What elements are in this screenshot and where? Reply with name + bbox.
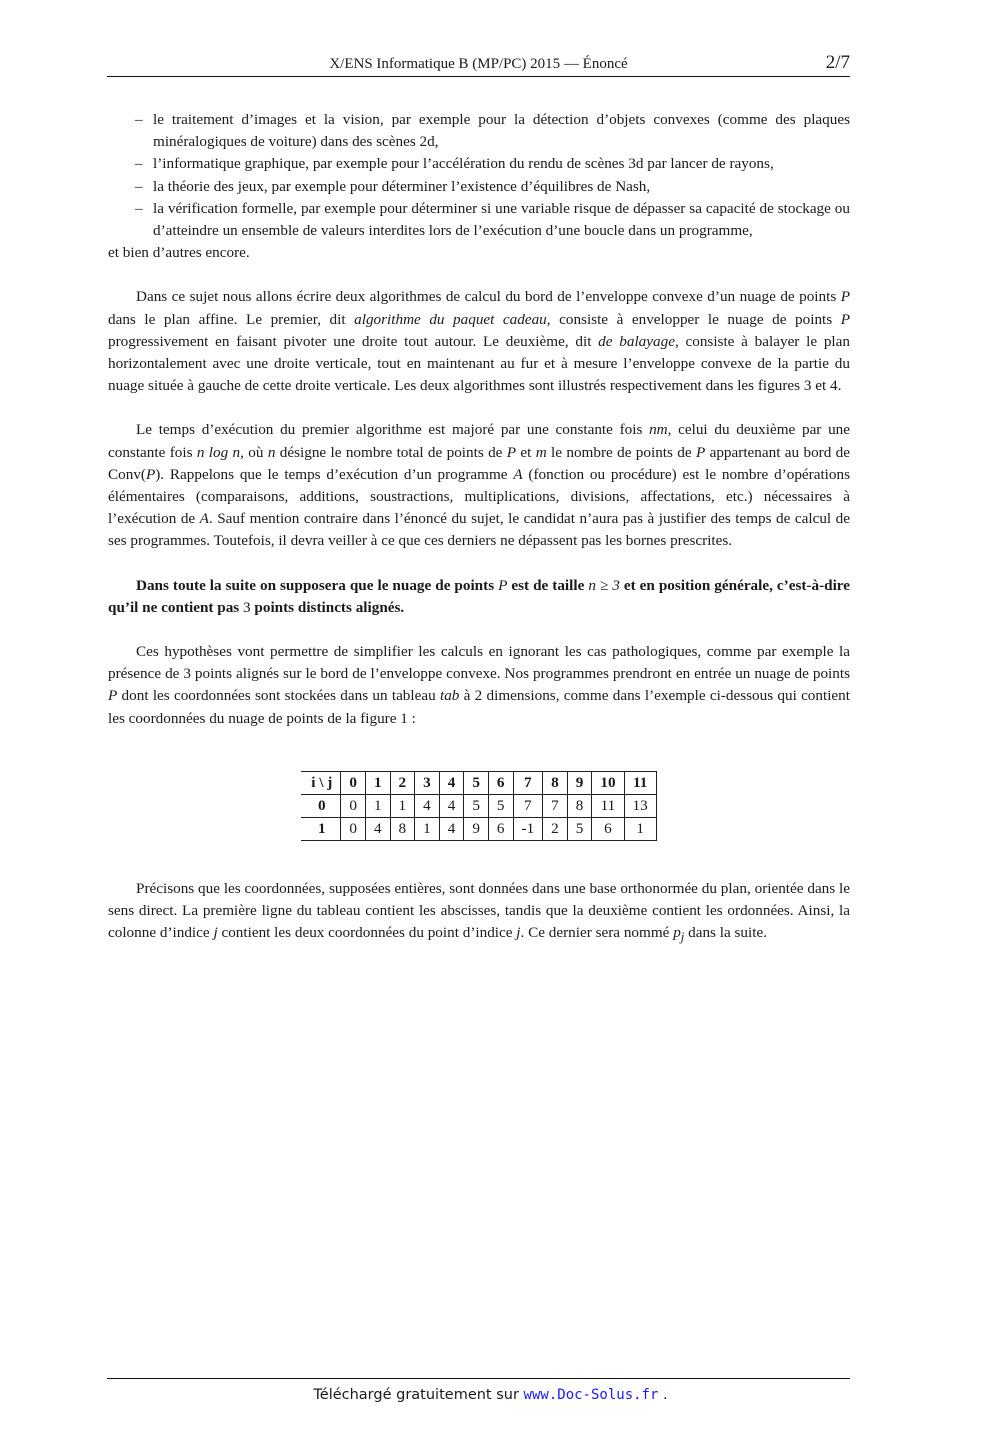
table-cell: 1	[365, 794, 390, 817]
table-cell: -1	[513, 817, 543, 840]
column-header: 1	[365, 771, 390, 794]
table-cell: 2	[543, 817, 568, 840]
paragraph-algorithms: Dans ce sujet nous allons écrire deux algorithmes de calcul du bord de l’enveloppe convexe d’un nuage de points P dans le plan affine. Le premier, dit algorithme du paquet cadeau, consiste à envelopper le nuage de points P progressivement en faisant pivoter une droite tout autour. Le deuxième, dit de balayage, consiste à balayer le plan horizontalement avec une droite verticale, tout en maintenant au fur et à mesure l’enveloppe convexe de la partie du nuage située à gauche de cette droite verticale. Les deux algorithmes sont illustrés respectivement dans les figures 3 et 4.	[108, 288, 850, 395]
column-header: 3	[415, 771, 440, 794]
table-row	[301, 817, 656, 840]
table-cell: 1	[415, 817, 440, 840]
table-cell: 8	[567, 794, 592, 817]
paragraph-coordinates: Précisons que les coordonnées, supposées entières, sont données dans une base orthonormée du plan, orientée dans le sens direct. La première ligne du tableau contient les abscisses, tandis que la deuxième contient les ordonnées. Ainsi, la colonne d’indice j contient les deux coordonnées du point d’indice j. Ce dernier sera nommé $p_j$ dans la suite.	[108, 879, 850, 945]
doc-solus-link[interactable]: www.Doc-Solus.fr	[523, 1387, 659, 1403]
table-cell: 7	[513, 794, 543, 817]
applications-list	[108, 109, 850, 242]
list-closing-text: et bien d’autres encore.	[108, 244, 250, 262]
table-cell: 5	[464, 794, 489, 817]
term-gift-wrapping: algorithme du paquet cadeau	[354, 310, 547, 328]
list-item: – la théorie des jeux, par exemple pour déterminer l’existence d’équilibres de Nash,	[153, 176, 850, 198]
table-cell: 9	[464, 817, 489, 840]
table-cell: 6	[592, 817, 624, 840]
table-corner-cell: i \ j	[301, 771, 341, 794]
column-header: 9	[567, 771, 592, 794]
coordinates-table-wrapper	[108, 771, 850, 841]
row-header: 0	[301, 794, 341, 817]
table-header-row	[301, 771, 656, 794]
footer-text: Téléchargé gratuitement sur	[313, 1387, 524, 1403]
table-cell: 8	[390, 817, 415, 840]
list-item: – la vérification formelle, par exemple pour déterminer si une variable risque de dépasser sa capacité de stockage ou d’atteindre un ensemble de valeurs interdites lors de l’exécution d’une boucle dans un programme,	[153, 198, 850, 242]
column-header: 2	[390, 771, 415, 794]
table-cell: 7	[543, 794, 568, 817]
table-cell: 6	[488, 817, 513, 840]
column-header: 8	[543, 771, 568, 794]
table-row	[301, 794, 656, 817]
table-cell: 5	[488, 794, 513, 817]
footer-rule	[107, 1378, 850, 1379]
column-header: 0	[341, 771, 366, 794]
column-header: 7	[513, 771, 543, 794]
header-title: X/ENS Informatique B (MP/PC) 2015 — Énoncé	[329, 56, 628, 72]
list-item: – le traitement d’images et la vision, par exemple pour la détection d’objets convexes (comme des plaques minéralogiques de voiture) dans des scènes 2d,	[153, 109, 850, 153]
column-header: 6	[488, 771, 513, 794]
paragraph-input-format: Ces hypothèses vont permettre de simplifier les calculs en ignorant les cas pathologiques, comme par exemple la présence de 3 points alignés sur le bord de l’enveloppe convexe. Nos programmes prendront en entrée un nuage de points P dont les coordonnées sont stockées dans un tableau tab à 2 dimensions, comme dans l’exemple ci-dessous qui contient les coordonnées du nuage de points de la figure 1 :	[108, 643, 850, 727]
list-item: – l’informatique graphique, par exemple pour l’accélération du rendu de scènes 3d par lancer de rayons,	[153, 153, 850, 175]
row-header: 1	[301, 817, 341, 840]
table-cell: 1	[390, 794, 415, 817]
column-header: 10	[592, 771, 624, 794]
paragraph-assumption: Dans toute la suite on supposera que le nuage de points P est de taille n ≥ 3 et en position générale, c’est-à-dire qu’il ne contient pas 3 points distincts alignés.	[108, 576, 850, 616]
column-header: 5	[464, 771, 489, 794]
page-content	[108, 109, 850, 949]
coordinates-table	[301, 771, 656, 841]
page-header	[107, 50, 850, 77]
column-header: 4	[439, 771, 464, 794]
table-cell: 4	[415, 794, 440, 817]
table-cell: 11	[592, 794, 624, 817]
table-cell: 4	[439, 817, 464, 840]
paragraph-complexity: Le temps d’exécution du premier algorithme est majoré par une constante fois nm, celui du deuxième par une constante fois n log n, où n désigne le nombre total de points de P et m le nombre de points de P appartenant au bord de Conv(P). Rappelons que le temps d’exécution d’un programme A (fonction ou procédure) est le nombre d’opérations élémentaires (comparaisons, additions, soustractions, multiplications, divisions, affectations, etc.) nécessaires à l’exécution de A. Sauf mention contraire dans l’énoncé du sujet, le candidat n’aura pas à justifier des temps de calcul de ses programmes. Toutefois, il devra veiller à ce que ces derniers ne dépassent pas les bornes prescrites.	[108, 421, 851, 550]
page-footer: Téléchargé gratuitement sur www.Doc-Solus.fr .	[313, 1387, 668, 1403]
table-cell: 13	[624, 794, 656, 817]
table-cell: 4	[439, 794, 464, 817]
term-sweep: de balayage	[598, 332, 675, 350]
table-cell: 0	[341, 817, 366, 840]
table-cell: 0	[341, 794, 366, 817]
table-cell: 1	[624, 817, 656, 840]
table-cell: 5	[567, 817, 592, 840]
column-header: 11	[624, 771, 656, 794]
table-cell: 4	[365, 817, 390, 840]
page-number: 2/7	[825, 52, 850, 73]
